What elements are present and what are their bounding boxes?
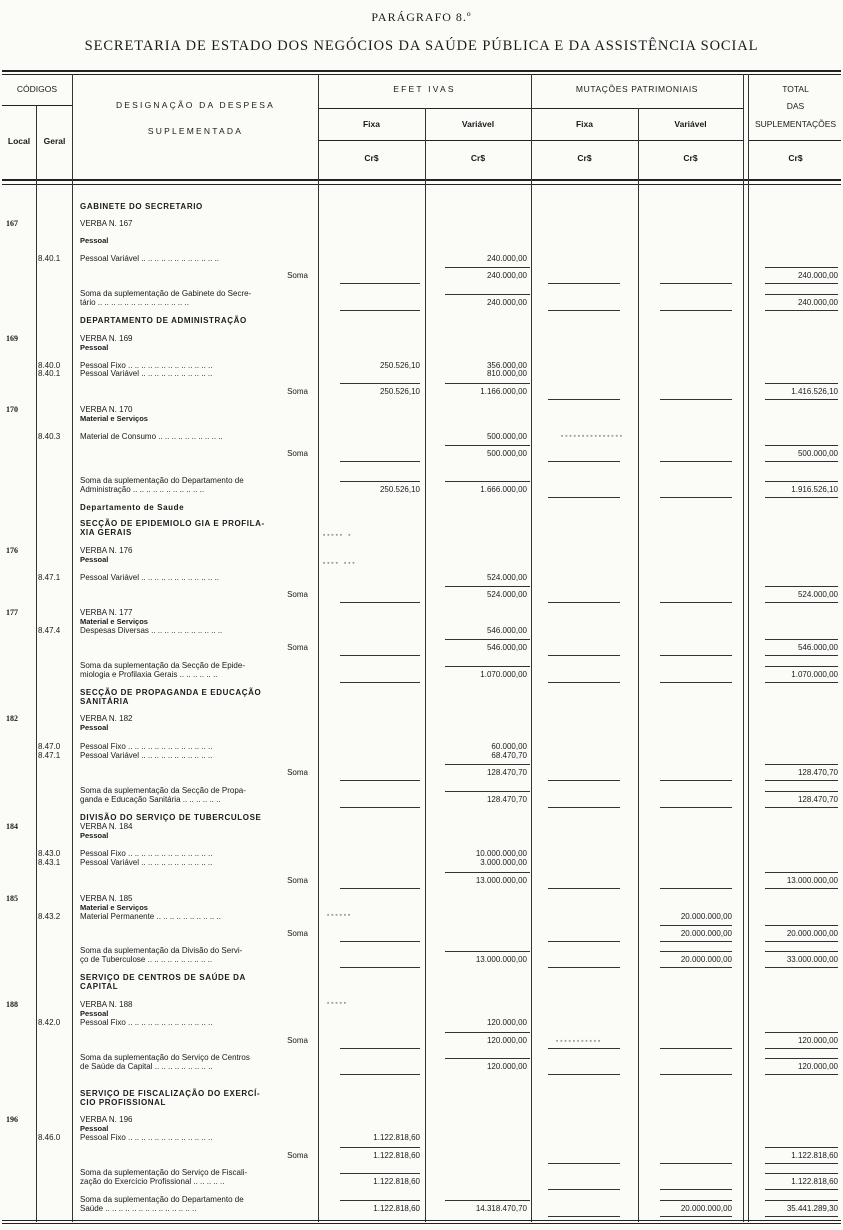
value-total: 240.000,00 <box>797 298 838 307</box>
value-efetiva-variavel: 240.000,00 <box>486 271 527 280</box>
sum-rule <box>340 1200 420 1201</box>
blank-rule <box>660 967 732 968</box>
expense-description: SERVIÇO DE CENTROS DE SAÚDE DA <box>80 973 246 982</box>
sum-rule <box>765 655 838 656</box>
sum-rule <box>445 294 530 295</box>
total-underline <box>748 140 841 141</box>
geral-code: 8.46.0 <box>38 1133 61 1142</box>
sum-rule <box>445 1058 530 1059</box>
expense-description: Pessoal Fixo .. .. .. .. .. .. .. .. .. .. .. .. .. <box>80 361 213 370</box>
sum-rule <box>765 682 838 683</box>
value-total: 240.000,00 <box>797 271 838 280</box>
blank-rule <box>340 967 420 968</box>
soma-label: Soma <box>287 590 308 599</box>
expense-description: Soma da suplementação do Serviço de Fiscali- <box>80 1168 248 1177</box>
expense-description: Soma da suplementação do Departamento de <box>80 1195 244 1204</box>
blank-rule <box>340 461 420 462</box>
value-mutacao-variavel: 20.000.000,00 <box>680 929 732 938</box>
value-total: 1.416.526,10 <box>791 387 838 396</box>
verba-local-code: 188 <box>6 1000 18 1009</box>
value-total: 128.470,70 <box>797 795 838 804</box>
footer-rule-2 <box>2 1223 841 1224</box>
expense-description: VERBA N. 176 <box>80 546 133 555</box>
expense-description: CAPITAL <box>80 982 119 991</box>
soma-label: Soma <box>287 271 308 280</box>
footer-rule <box>2 1220 841 1221</box>
expense-description: Departamento de Saude <box>80 503 185 512</box>
expense-description: VERBA N. 184 <box>80 822 133 831</box>
header-fixa-2: Fixa <box>575 119 593 129</box>
expense-description: Pessoal <box>80 1009 109 1018</box>
sum-rule <box>765 1074 838 1075</box>
sum-rule <box>765 872 838 873</box>
sum-rule <box>765 310 838 311</box>
geral-code: 8.47.4 <box>38 626 61 635</box>
soma-label: Soma <box>287 929 308 938</box>
blank-rule <box>340 780 420 781</box>
sum-rule <box>340 383 420 384</box>
header-designacao-2: SUPLEMENTADA <box>147 126 244 136</box>
sum-rule <box>765 586 838 587</box>
expense-description: Administração .. .. .. .. .. .. .. .. .. .. .. <box>80 485 205 494</box>
expense-description: Soma da suplementação da Divisão do Servi- <box>80 946 243 955</box>
value-efetiva-fixa: 250.526,10 <box>379 387 420 396</box>
sum-rule <box>765 1048 838 1049</box>
scan-noise: ▪▪▪▪▪ ▪ <box>322 532 352 540</box>
header-total-1: TOTAL <box>782 84 809 94</box>
soma-label: Soma <box>287 768 308 777</box>
blank-rule <box>548 807 620 808</box>
sum-rule <box>765 1032 838 1033</box>
expense-description: VERBA N. 196 <box>80 1115 133 1124</box>
value-efetiva-variavel: 128.470,70 <box>486 795 527 804</box>
expense-description: VERBA N. 170 <box>80 405 133 414</box>
expense-description: Pessoal Variável .. .. .. .. .. .. .. .. .. .. .. .. <box>80 254 220 263</box>
blank-rule <box>548 780 620 781</box>
geral-code: 8.43.0 <box>38 849 61 858</box>
header-variavel-2: Variável <box>674 119 707 129</box>
geral-code: 8.47.1 <box>38 751 61 760</box>
value-efetiva-variavel: 1.166.000,00 <box>480 387 527 396</box>
sum-rule <box>445 872 530 873</box>
expense-description: Material e Serviços <box>80 414 148 423</box>
blank-rule <box>340 283 420 284</box>
blank-rule <box>548 888 620 889</box>
expense-description: XIA GERAIS <box>80 528 132 537</box>
expense-description: Soma da suplementação da Secção de Propa- <box>80 786 246 795</box>
blank-rule <box>340 602 420 603</box>
value-efetiva-variavel: 546.000,00 <box>486 643 527 652</box>
sum-rule <box>765 1058 838 1059</box>
value-efetiva-variavel: 810.000,00 <box>486 369 527 378</box>
expense-description: Pessoal <box>80 1124 109 1133</box>
header-efetivas: EFET IVAS <box>393 84 456 94</box>
value-efetiva-variavel: 60.000,00 <box>491 742 527 751</box>
blank-rule <box>660 461 732 462</box>
header-fixa: Fixa <box>362 119 380 129</box>
sum-rule <box>445 951 530 952</box>
expense-description: SANITÁRIA <box>80 697 129 706</box>
sum-rule <box>445 445 530 446</box>
header-codigos: CÓDIGOS <box>16 84 58 94</box>
verba-local-code: 177 <box>6 608 18 617</box>
scan-noise: ▪▪▪▪ ▪▪▪ <box>322 560 356 568</box>
header-total-3: SUPLEMENTAÇÕES <box>754 119 837 129</box>
header-currency: Cr$ <box>577 153 592 163</box>
sum-rule <box>765 383 838 384</box>
expense-description: Pessoal <box>80 723 109 732</box>
blank-rule <box>340 1074 420 1075</box>
expense-description: Pessoal <box>80 343 109 352</box>
value-total: 120.000,00 <box>797 1062 838 1071</box>
geral-code: 8.47.1 <box>38 573 61 582</box>
codigos-underline <box>2 105 72 106</box>
value-mutacao-variavel: 20.000.000,00 <box>680 1204 732 1213</box>
sum-rule <box>445 586 530 587</box>
sum-rule <box>765 1163 838 1164</box>
expense-description: Despesas Diversas .. .. .. .. .. .. .. .. .. .. .. <box>80 626 223 635</box>
sum-rule <box>765 267 838 268</box>
value-total: 1.122.818,60 <box>791 1177 838 1186</box>
verba-local-code: 176 <box>6 546 18 555</box>
sum-rule <box>765 967 838 968</box>
value-efetiva-variavel: 500.000,00 <box>486 449 527 458</box>
soma-label: Soma <box>287 1151 308 1160</box>
value-efetiva-variavel: 13.000.000,00 <box>475 876 527 885</box>
sum-rule <box>765 1189 838 1190</box>
blank-rule <box>548 310 620 311</box>
blank-rule <box>548 1189 620 1190</box>
value-efetiva-variavel: 120.000,00 <box>486 1062 527 1071</box>
expense-description: Soma da suplementação da Secção de Epide- <box>80 661 245 670</box>
expense-description: DEPARTAMENTO DE ADMINISTRAÇÃO <box>80 316 247 325</box>
sum-rule <box>765 1216 838 1217</box>
page-title: SECRETARIA DE ESTADO DOS NEGÓCIOS DA SAÚDE PÚBLICA E DA ASSISTÊNCIA SOCIAL <box>84 38 759 54</box>
sum-rule <box>765 780 838 781</box>
value-efetiva-variavel: 120.000,00 <box>486 1018 527 1027</box>
expense-description: Pessoal <box>80 831 109 840</box>
blank-rule <box>660 888 732 889</box>
header-currency: Cr$ <box>364 153 379 163</box>
blank-rule <box>548 941 620 942</box>
expense-description: VERBA N. 177 <box>80 608 133 617</box>
value-efetiva-variavel: 3.000.000,00 <box>480 858 527 867</box>
expense-description: miologia e Profilaxia Gerais .. .. .. .. .. .. <box>80 670 218 679</box>
soma-label: Soma <box>287 449 308 458</box>
verba-local-code: 169 <box>6 334 18 343</box>
sum-rule <box>765 666 838 667</box>
paragraph-heading: PARÁGRAFO 8.º <box>371 10 472 24</box>
blank-rule <box>548 1074 620 1075</box>
sum-rule <box>765 461 838 462</box>
col-rule-desc <box>318 74 319 1222</box>
sum-rule <box>445 1200 530 1201</box>
value-total: 35.441.289,30 <box>786 1204 838 1213</box>
scan-noise: ▪▪▪▪▪▪ <box>326 912 352 920</box>
blank-rule <box>548 1163 620 1164</box>
soma-label: Soma <box>287 1036 308 1045</box>
blank-rule <box>660 682 732 683</box>
sum-rule <box>765 941 838 942</box>
sum-rule <box>340 1173 420 1174</box>
sum-rule <box>660 925 732 926</box>
value-efetiva-variavel: 524.000,00 <box>486 590 527 599</box>
value-efetiva-fixa: 250.526,10 <box>379 485 420 494</box>
expense-description: Material de Consumo .. .. .. .. .. .. .. .. .. .. <box>80 432 223 441</box>
soma-label: Soma <box>287 876 308 885</box>
header-currency: Cr$ <box>470 153 486 163</box>
expense-description: ço de Tuberculose .. .. .. .. .. .. .. .. .. .. <box>80 955 213 964</box>
expense-description: Saúde .. .. .. .. .. .. .. .. .. .. .. .. .. .. <box>80 1204 197 1213</box>
sum-rule <box>445 267 530 268</box>
blank-rule <box>548 399 620 400</box>
value-efetiva-variavel: 128.470,70 <box>486 768 527 777</box>
verba-local-code: 184 <box>6 822 18 831</box>
sum-rule <box>445 639 530 640</box>
blank-rule <box>340 682 420 683</box>
sum-rule <box>445 666 530 667</box>
sum-rule <box>765 807 838 808</box>
expense-description: Soma da suplementação do Departamento de <box>80 476 244 485</box>
blank-rule <box>660 1216 732 1217</box>
header-variavel: Variável <box>461 119 495 129</box>
header-bottom-rule <box>2 179 841 181</box>
expense-description: tário .. .. .. .. .. .. .. .. .. .. .. .. .. .. <box>80 298 189 307</box>
expense-description: Pessoal Variável .. .. .. .. .. .. .. .. .. .. .. <box>80 751 213 760</box>
value-efetiva-fixa: 1.122.818,60 <box>373 1177 420 1186</box>
header-top-rule <box>2 70 841 72</box>
header-geral: Geral <box>43 136 66 146</box>
sum-rule <box>445 764 530 765</box>
col-rule-mf <box>638 108 639 1222</box>
sum-rule <box>765 481 838 482</box>
blank-rule <box>340 807 420 808</box>
expense-description: DIVISÃO DO SERVIÇO DE TUBERCULOSE <box>80 813 262 822</box>
blank-rule <box>660 602 732 603</box>
value-total: 128.470,70 <box>797 768 838 777</box>
value-efetiva-variavel: 240.000,00 <box>486 298 527 307</box>
verba-local-code: 167 <box>6 219 18 228</box>
expense-description: ganda e Educação Sanitária .. .. .. .. .. .. <box>80 795 221 804</box>
value-efetiva-variavel: 120.000,00 <box>486 1036 527 1045</box>
value-total: 13.000.000,00 <box>786 876 838 885</box>
value-total: 20.000.000,00 <box>786 929 838 938</box>
sum-rule <box>765 283 838 284</box>
sum-rule <box>765 764 838 765</box>
blank-rule <box>660 1189 732 1190</box>
blank-rule <box>340 941 420 942</box>
blank-rule <box>660 283 732 284</box>
geral-code: 8.40.0 <box>38 361 61 370</box>
sum-rule <box>765 1173 838 1174</box>
value-efetiva-variavel: 1.070.000,00 <box>480 670 527 679</box>
blank-rule <box>548 461 620 462</box>
expense-description: Pessoal Fixo .. .. .. .. .. .. .. .. .. .. .. .. .. <box>80 849 213 858</box>
geral-code: 8.47.0 <box>38 742 61 751</box>
sum-rule <box>765 639 838 640</box>
blank-rule <box>548 967 620 968</box>
blank-rule <box>548 682 620 683</box>
expense-description: GABINETE DO SECRETARIO <box>80 202 203 211</box>
expense-description: Material e Serviços <box>80 903 148 912</box>
value-total: 1.916.526,10 <box>791 485 838 494</box>
value-efetiva-variavel: 68.470,70 <box>491 751 527 760</box>
sum-rule <box>765 399 838 400</box>
value-efetiva-variavel: 14.318.470,70 <box>475 1204 527 1213</box>
scan-noise: ▪▪▪▪▪▪▪▪▪▪▪ <box>555 1038 602 1046</box>
expense-description: Pessoal Variável .. .. .. .. .. .. .. .. .. .. .. <box>80 369 213 378</box>
col-rule-local <box>36 105 37 1222</box>
blank-rule <box>660 310 732 311</box>
expense-description: CIO PROFISSIONAL <box>80 1098 167 1107</box>
blank-rule <box>340 310 420 311</box>
blank-rule <box>660 1048 732 1049</box>
header-currency: Cr$ <box>683 153 698 163</box>
blank-rule <box>660 497 732 498</box>
value-efetiva-variavel: 1.666.000,00 <box>480 485 527 494</box>
value-efetiva-variavel: 10.000.000,00 <box>475 849 527 858</box>
geral-code: 8.43.2 <box>38 912 61 921</box>
value-efetiva-variavel: 240.000,00 <box>486 254 527 263</box>
value-efetiva-variavel: 13.000.000,00 <box>475 955 527 964</box>
blank-rule <box>660 1074 732 1075</box>
blank-rule <box>340 888 420 889</box>
sum-rule <box>765 888 838 889</box>
scan-noise: ▪▪▪▪▪ <box>326 1000 348 1008</box>
expense-description: Pessoal Fixo .. .. .. .. .. .. .. .. .. .. .. .. .. <box>80 742 213 751</box>
blank-rule <box>548 602 620 603</box>
value-total: 33.000.000,00 <box>786 955 838 964</box>
sum-rule <box>765 1147 838 1148</box>
expense-description: Pessoal Fixo .. .. .. .. .. .. .. .. .. .. .. .. .. <box>80 1133 213 1142</box>
blank-rule <box>660 655 732 656</box>
expense-description: Pessoal Fixo .. .. .. .. .. .. .. .. .. .. .. .. .. <box>80 1018 213 1027</box>
value-mutacao-variavel: 20.000.000,00 <box>680 912 732 921</box>
geral-code: 8.43.1 <box>38 858 61 867</box>
sum-rule <box>445 481 530 482</box>
value-efetiva-fixa: 1.122.818,60 <box>373 1133 420 1142</box>
blank-rule <box>548 497 620 498</box>
header-designacao-1: DESIGNAÇÃO DA DESPESA <box>115 100 276 110</box>
value-total: 524.000,00 <box>797 590 838 599</box>
header-mutacoes: MUTAÇÕES PATRIMONIAIS <box>575 84 699 94</box>
expense-description: de Saúde da Capital .. .. .. .. .. .. .. .. .. <box>80 1062 213 1071</box>
sum-rule <box>445 383 530 384</box>
sum-rule <box>765 445 838 446</box>
value-efetiva-variavel: 546.000,00 <box>486 626 527 635</box>
expense-description: SERVIÇO DE FISCALIZAÇÃO DO EXERCÍ- <box>80 1089 261 1098</box>
geral-code: 8.40.1 <box>38 369 61 378</box>
sum-rule <box>765 1200 838 1201</box>
expense-description: VERBA N. 185 <box>80 894 133 903</box>
geral-code: 8.40.3 <box>38 432 61 441</box>
value-total: 546.000,00 <box>797 643 838 652</box>
sum-rule <box>660 951 732 952</box>
blank-rule <box>660 807 732 808</box>
soma-label: Soma <box>287 387 308 396</box>
verba-local-code: 185 <box>6 894 18 903</box>
expense-description: zação do Exercício Profissional .. .. .. .. .. <box>80 1177 225 1186</box>
expense-description: Pessoal Variável .. .. .. .. .. .. .. .. .. .. .. <box>80 858 213 867</box>
expense-description: Pessoal <box>80 236 109 245</box>
value-efetiva-fixa: 1.122.818,60 <box>373 1204 420 1213</box>
value-efetiva-variavel: 356.000,00 <box>486 361 527 370</box>
soma-label: Soma <box>287 643 308 652</box>
value-efetiva-fixa: 250.526,10 <box>379 361 420 370</box>
blank-rule <box>548 1216 620 1217</box>
expense-description: Soma da suplementação do Serviço de Centros <box>80 1053 250 1062</box>
expense-description: Soma da suplementação de Gabinete do Secre- <box>80 289 252 298</box>
expense-description: VERBA N. 169 <box>80 334 133 343</box>
verba-local-code: 196 <box>6 1115 18 1124</box>
sum-rule <box>765 925 838 926</box>
value-efetiva-variavel: 524.000,00 <box>486 573 527 582</box>
expense-description: SECÇÃO DE EPIDEMIOLO GIA E PROFILA- <box>80 519 265 528</box>
blank-rule <box>548 1048 620 1049</box>
sum-rule <box>340 1147 420 1148</box>
blank-rule <box>660 941 732 942</box>
value-efetiva-variavel: 500.000,00 <box>486 432 527 441</box>
value-total: 500.000,00 <box>797 449 838 458</box>
header-bottom-rule-2 <box>2 184 841 185</box>
blank-rule <box>660 780 732 781</box>
sum-rule <box>445 1032 530 1033</box>
expense-description: Pessoal Variável .. .. .. .. .. .. .. .. .. .. .. .. <box>80 573 220 582</box>
expense-description: Pessoal <box>80 555 109 564</box>
col-rule-geral <box>72 74 73 1222</box>
value-total: 1.122.818,60 <box>791 1151 838 1160</box>
expense-description: Material e Serviços <box>80 617 148 626</box>
sum-rule <box>765 602 838 603</box>
value-total: 1.070.000,00 <box>791 670 838 679</box>
header-total-2: DAS <box>786 101 805 111</box>
geral-code: 8.40.1 <box>38 254 61 263</box>
sum-rule <box>765 497 838 498</box>
value-mutacao-variavel: 20.000.000,00 <box>680 955 732 964</box>
blank-rule <box>548 655 620 656</box>
expense-description: Material Permanente .. .. .. .. .. .. .. .. .. .. <box>80 912 221 921</box>
sum-rule <box>765 294 838 295</box>
expense-description: VERBA N. 188 <box>80 1000 133 1009</box>
sum-rule <box>660 1200 732 1201</box>
blank-rule <box>340 655 420 656</box>
blank-rule <box>548 283 620 284</box>
blank-rule <box>340 1048 420 1049</box>
blank-rule <box>660 1163 732 1164</box>
value-efetiva-fixa: 1.122.818,60 <box>373 1151 420 1160</box>
expense-description: SECÇÃO DE PROPAGANDA E EDUCAÇÃO <box>80 688 262 697</box>
expense-description: VERBA N. 167 <box>80 219 133 228</box>
header-currency: Cr$ <box>788 153 803 163</box>
verba-local-code: 182 <box>6 714 18 723</box>
scan-noise: ▪▪▪▪▪▪▪▪▪▪▪▪▪▪▪ <box>560 433 624 441</box>
sum-rule <box>765 951 838 952</box>
sum-rule <box>445 791 530 792</box>
col-rule-ev <box>531 74 532 1222</box>
col-rule-ef <box>425 108 426 1222</box>
geral-code: 8.42.0 <box>38 1018 61 1027</box>
blank-rule <box>660 399 732 400</box>
header-local: Local <box>7 136 31 146</box>
verba-local-code: 170 <box>6 405 18 414</box>
value-total: 120.000,00 <box>797 1036 838 1045</box>
header-top-rule-2 <box>2 74 841 75</box>
sum-rule <box>340 481 420 482</box>
expense-description: VERBA N. 182 <box>80 714 133 723</box>
sum-rule <box>765 791 838 792</box>
